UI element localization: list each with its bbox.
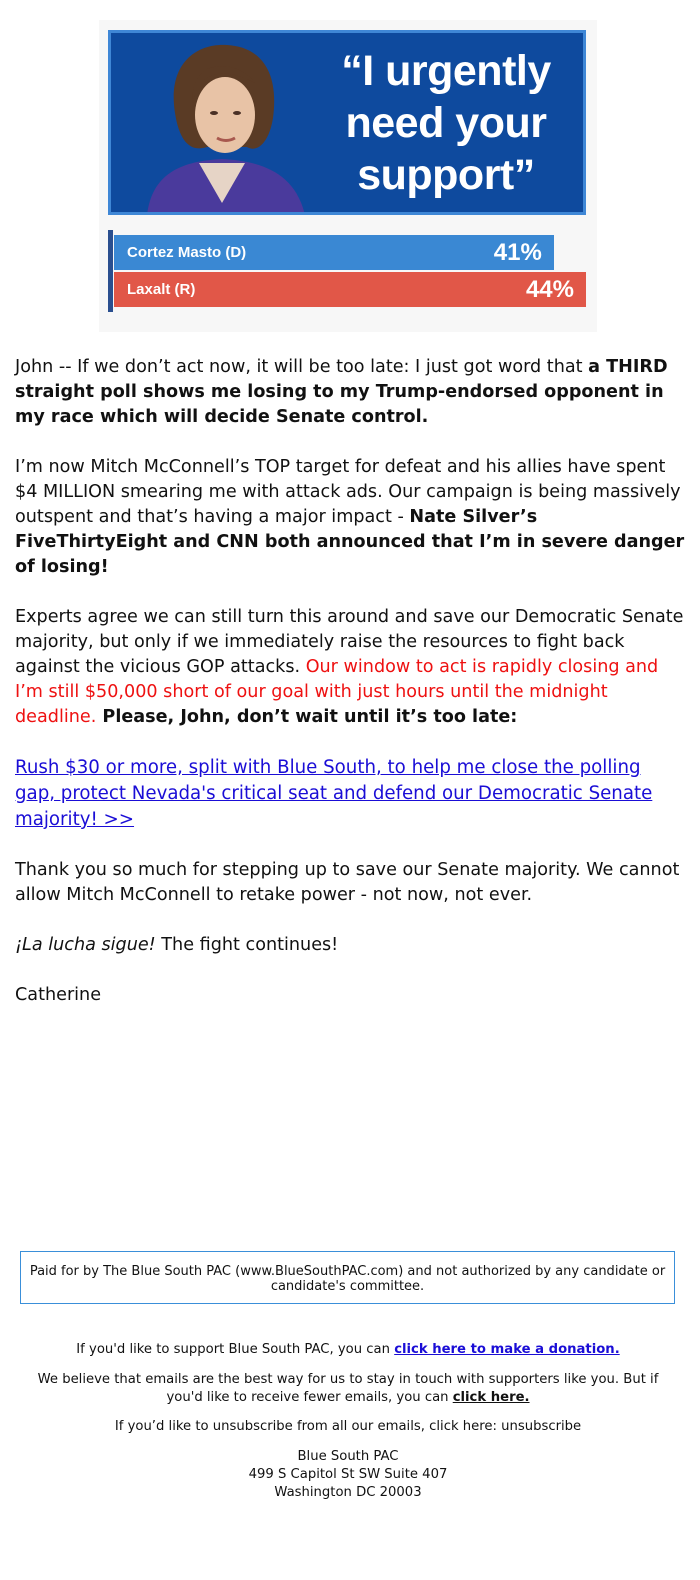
paragraph-red-text: Our window to act is rapidly closing and I’m still $50,000 short of our goal with just hours until the midnight deadline. <box>15 657 659 727</box>
support-line <box>20 1341 676 1359</box>
quote-panel <box>108 30 586 215</box>
paragraph-text: Thank you so much for stepping up to save our Senate majority. We cannot allow Mitch McConnell to retake power - not now, not ever. <box>15 860 680 905</box>
poll-bar-republican <box>114 272 586 307</box>
signature-text: Catherine <box>15 985 102 1005</box>
paragraph-slogan <box>15 933 685 958</box>
paragraph-text: John -- If we don’t act now, it will be too late: I just got word that <box>15 357 589 377</box>
quote-text <box>311 45 581 201</box>
email-body <box>15 355 685 1033</box>
campaign-banner-image <box>99 20 597 332</box>
poll-bar-label: Laxalt (R) <box>127 281 196 298</box>
poll-bar-value: 44% <box>525 276 574 303</box>
candidate-portrait <box>127 43 317 215</box>
slogan-italic: ¡La lucha sigue! <box>15 935 156 955</box>
poll-axis <box>108 230 113 312</box>
poll-bar-label: Cortez Masto (D) <box>127 244 247 261</box>
paragraph-urgency <box>15 605 685 730</box>
paid-for-disclaimer <box>20 1251 675 1304</box>
fewer-emails-line <box>20 1371 676 1407</box>
poll-chart <box>108 230 586 312</box>
paragraph-intro <box>15 355 685 430</box>
paragraph-bold-text: Please, John, don’t wait until it’s too late: <box>96 707 518 727</box>
support-text: If you'd like to support Blue South PAC, you can <box>76 1342 395 1357</box>
paragraph-bold-text: a THIRD straight poll shows me losing to my Trump-endorsed opponent in my race which will decide Senate control. <box>15 357 668 427</box>
quote-line: support” <box>357 151 535 199</box>
paragraph-text: I’m now Mitch McConnell’s TOP target for defeat and his allies have spent $4 MILLION smearing me with attack ads. Our campaign is being massively outspent and that’s having a major impact - <box>15 457 681 527</box>
donate-link[interactable]: click here to make a donation. <box>394 1342 620 1357</box>
signature <box>15 983 685 1008</box>
poll-bar-value: 41% <box>493 239 542 266</box>
org-name: Blue South PAC <box>297 1449 399 1464</box>
fewer-emails-text: We believe that emails are the best way for us to stay in touch with supporters like you. But if you'd like to receive fewer emails, you can <box>37 1372 659 1405</box>
address-line: 499 S Capitol St SW Suite 407 <box>248 1467 448 1482</box>
quote-line: “I urgently <box>341 47 551 95</box>
quote-line: need your <box>345 99 547 147</box>
fewer-emails-link[interactable]: click here. <box>452 1390 530 1405</box>
paragraph-text: Experts agree we can still turn this around and save our Democratic Senate majority, but only if we immediately raise the resources to fight back against the vicious GOP attacks. <box>15 607 684 677</box>
paragraph-cta <box>15 755 685 833</box>
paragraph-bold-text: Nate Silver’s FiveThirtyEight and CNN both announced that I’m in severe danger of losing! <box>15 507 685 577</box>
unsubscribe-link[interactable]: If you’d like to unsubscribe from all our emails, click here: unsubscribe <box>114 1419 582 1434</box>
paragraph-thanks <box>15 858 685 908</box>
mailing-address <box>20 1448 676 1502</box>
donate-cta-link[interactable]: Rush $30 or more, split with Blue South, to help me close the polling gap, protect Nevada's critical seat and defend our Democratic Senate majority! >> <box>15 757 653 830</box>
disclaimer-text: Paid for by The Blue South PAC (www.BlueSouthPAC.com) and not authorized by any candidate or candidate's committee. <box>29 1264 666 1294</box>
paragraph-text: The fight continues! <box>155 935 339 955</box>
poll-bar-democrat <box>114 235 554 270</box>
paragraph-target <box>15 455 685 580</box>
address-line: Washington DC 20003 <box>274 1485 422 1500</box>
unsubscribe-line <box>20 1418 676 1436</box>
